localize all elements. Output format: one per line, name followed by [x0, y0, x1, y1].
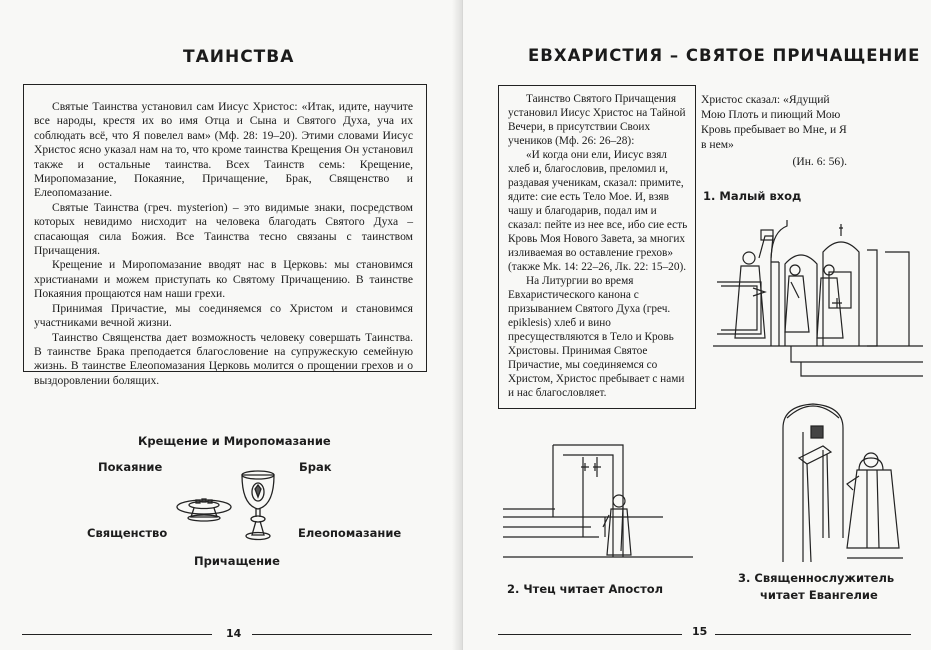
right-footer-rule-right	[715, 634, 911, 635]
quote-reference: (Ин. 6: 56).	[792, 155, 847, 168]
left-page	[0, 0, 463, 650]
box-paragraph: Святые Таинства установил сам Иисус Христос: «Итак, идите, научите все народы, крестя их во имя Отца и Сына и Святого Духа, уча их соблюдать всё, что Я повелел вам» (Мф. 28: 19–20). Этими словами Иисус Христос ясно указал нам на то, что кроме таинства Крещения Он установил также и остальные таинства. Всех Таинств семь: Крещение, Миропомазание, Покаяние, Причащение, Брак, Священство и Елеопомазание.	[34, 100, 413, 200]
small-entrance-illustration	[713, 212, 923, 384]
box-paragraph: Таинство Священства дает возможность человеку совершать Таинства. В таинстве Брака преподается благословение на супружескую семейную жизнь. В таинстве Елеопомазания Церковь молится о прощении грехов и о выздоровлении болящих.	[34, 330, 413, 387]
paten-and-chalice-illustration	[172, 455, 282, 547]
right-footer-rule-left	[498, 634, 682, 635]
right-page-title: ЕВХАРИСТИЯ – СВЯТОЕ ПРИЧАЩЕНИЕ	[528, 46, 921, 65]
box-paragraph: Крещение и Миропомазание вводят нас в Церковь: мы становимся христианами и можем приступать ко Святому Причащению. В таинстве Покаяния прощаются нам наши грехи.	[34, 258, 413, 301]
left-page-number: 14	[226, 627, 242, 640]
reader-illustration	[503, 437, 693, 577]
label-penance: Покаяние	[98, 460, 163, 474]
box-paragraph: Таинство Святого Причащения установил Иисус Христос на Тайной Вечери, в присутствии Своих учеников (Мф. 26: 26–28):	[508, 93, 686, 147]
caption-small-entrance: 1. Малый вход	[703, 189, 802, 203]
label-priesthood: Священство	[87, 526, 168, 540]
right-page	[463, 0, 931, 650]
caption-priest-line2: читает Евангелие	[760, 588, 878, 602]
caption-priest-line1: 3. Священнослужитель	[738, 571, 895, 585]
caption-reader: 2. Чтец читает Апостол	[507, 582, 664, 596]
quote-text: Христос сказал: «Ядущий Мою Плоть и пиющий Мою Кровь пребывает во Мне, и Я в нем»	[701, 93, 847, 151]
right-page-number: 15	[692, 625, 708, 638]
label-unction: Елеопомазание	[298, 526, 402, 540]
label-communion: Причащение	[194, 554, 280, 568]
christ-quote	[701, 92, 847, 169]
gospel-reading-illustration	[763, 398, 923, 570]
left-footer-rule-left	[22, 634, 212, 635]
left-page-title: ТАИНСТВА	[183, 47, 295, 67]
box-paragraph: Святые Таинства (греч. mysterion) – это видимые знаки, посредством которых невидимо нисходит на человека благодать Святого Духа – спасающая сила Божия. Все Таинства тесно связаны с таинством Причащения.	[34, 200, 413, 258]
eucharist-text-box	[498, 85, 696, 409]
box-paragraph: Принимая Причастие, мы соединяемся со Христом и становимся участниками вечной жизни.	[34, 301, 413, 330]
box-paragraph: На Литургии во время Евхаристического канона с призыванием Святого Духа (греч. epiklesis) хлеб и вино пресуществляются в Тело и Кровь Христовы. Принимая Святое Причастие, мы соединяемся со Христом, Христос пребывает с нами и нас благословляет.	[508, 275, 685, 399]
label-baptism: Крещение и Миропомазание	[138, 434, 331, 448]
left-footer-rule-right	[252, 634, 432, 635]
box-paragraph: «И когда они ели, Иисус взял хлеб и, благословив, преломил и, раздавая ученикам, сказал: примите, ядите: сие есть Тело Мое. И, взяв чашу и благодарив, подал им и сказал: пейте из нее все, ибо сие есть Кровь Моя Нового Завета, за многих изливаемая во оставление грехов» (также Мк. 14: 22–26, Лк. 22: 15–20).	[508, 149, 688, 273]
label-marriage: Брак	[299, 460, 332, 474]
sacraments-text-box	[23, 84, 427, 387]
